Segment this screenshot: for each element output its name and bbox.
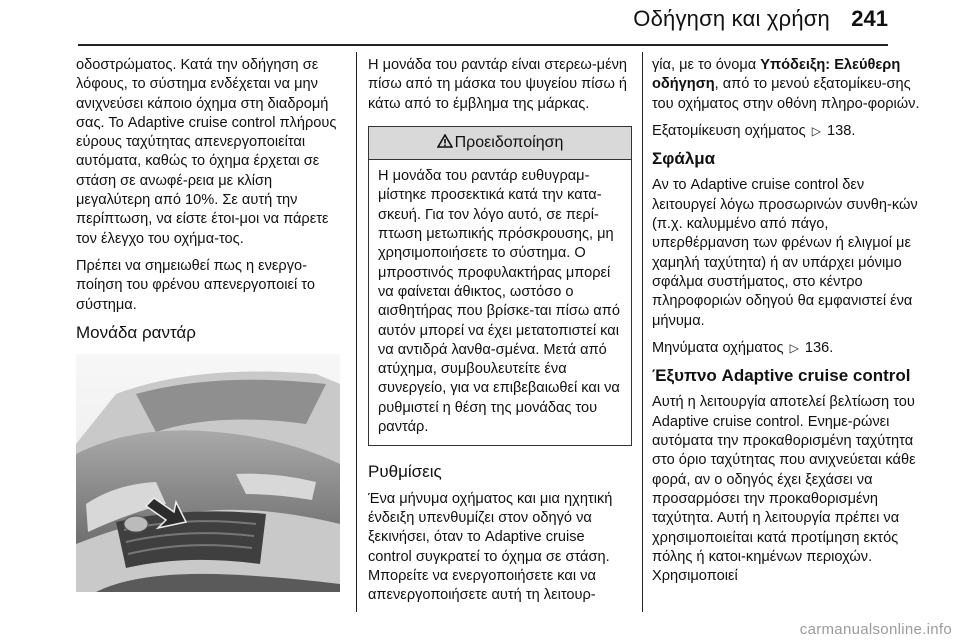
warning-triangle-icon xyxy=(437,134,453,148)
page-reference-icon: ▷ xyxy=(789,340,799,355)
column-left xyxy=(76,56,344,592)
paragraph: Πρέπει να σημειωθεί πως η ενεργο-ποίηση του φρένου απενεργοποιεί το σύστημα. xyxy=(76,257,315,313)
section-heading-smart-acc: Έξυπνο Adaptive cruise control xyxy=(652,366,911,386)
paragraph: οδοστρώματος. Κατά την οδήγηση σε λόφους, το σύστημα ενδέχεται να μην ανιχνεύσει κάποιο όχημα στη διαδρομή σας. Το Adaptive cruise control πλήρους εύρους ταχύτητας απενεργοποιείται αυτόματα, καθώς το όχημα έρχεται σε στάση σε ανωφέ-ρεια με κλίση μεγαλύτερη από 10%. Σε αυτή την περίπτωση, να είστε έτοι-μοι να πάρετε τον έλεγχο του οχήμα-τος. xyxy=(76,57,337,247)
column-divider xyxy=(356,52,357,612)
text-run: γία, με το όνομα xyxy=(652,57,761,73)
watermark: carmanualsonline.info xyxy=(799,621,952,638)
header-divider xyxy=(78,44,888,46)
cross-reference[interactable] xyxy=(652,339,928,358)
reference-text: Εξατομίκευση οχήματος xyxy=(652,122,806,139)
menu-option-name: Υπόδειξη: Ελεύθερη οδήγηση xyxy=(652,57,901,93)
warning-box xyxy=(368,126,632,446)
paragraph: Αυτή η λειτουργία αποτελεί βελτίωση του Adaptive cruise control. Ενημε-ρώνει αυτόματα την προκαθορισμένη ταχύτητα στο όριο ταχύτητας που ανιχνεύεται κάθε φορά, αν ο οδηγός έχει ξεχάσει να προσαρμόσει την προκαθορισμένη ταχύτητα. Αυτή η λειτουργία πρέπει να χρησιμοποιείται κατά προτίμηση εκτός πόλης ή κατοι-κημένων περιοχών. Χρησιμοποιεί xyxy=(652,394,916,585)
car-front-svg xyxy=(76,354,340,592)
page-header-title: Οδήγηση και χρήση xyxy=(633,6,830,31)
paragraph: Η μονάδα του ραντάρ είναι στερεω-μένη πίσω από τη μάσκα του ψυγείου πίσω ή κάτω από το έμβλημα της μάρκας. xyxy=(368,57,628,112)
text-run: , από το μενού εξατομίκευ-σης του οχήματος στην οθόνη πληρο-φοριών. xyxy=(652,76,920,112)
column-divider xyxy=(642,52,643,612)
column-middle xyxy=(368,56,632,613)
reference-page: 138. xyxy=(827,122,856,139)
warning-header xyxy=(369,127,631,160)
cross-reference[interactable] xyxy=(652,122,928,141)
section-heading-settings: Ρυθμίσεις xyxy=(368,462,442,482)
column-right xyxy=(652,56,928,594)
page-number: 241 xyxy=(851,6,888,31)
page-reference-icon: ▷ xyxy=(811,123,821,138)
reference-page: 136. xyxy=(804,339,834,356)
paragraph: Αν το Adaptive cruise control δεν λειτουργεί λόγω προσωρινών συνθη-κών (π.χ. καλυμμένο από πάγο, υπερθέρμανση των φρένων ή ελιγμοί με χαμηλή ταχύτητα) ή αν υπάρχει μόνιμο σφάλμα συστήματος, στο κέντρο πληροφοριών οδηγού θα εμφανιστεί ένα μήνυμα. xyxy=(652,177,918,329)
section-heading-fault: Σφάλμα xyxy=(652,149,716,169)
warning-title: Προειδοποίηση xyxy=(454,133,564,151)
paragraph xyxy=(652,56,928,114)
reference-text: Μηνύματα οχήματος xyxy=(652,339,784,356)
section-heading-radar-unit: Μονάδα ραντάρ xyxy=(76,322,196,342)
warning-body: Η μονάδα του ραντάρ ευθυγραμ-μίστηκε προσεκτικά κατά την κατα-σκευή. Για τον λόγο αυτό, σε περί-πτωση μετωπικής πρόσκρουσης, μη χρησιμοποιήσετε το σύστημα. Ο μπροστινός προφυλακτήρας μπορεί να φαίνεται άθικτος, ωστόσο ο αισθητήρας που βρίσκε-ται πίσω από αυτόν μπορεί να έχει μετατοπιστεί και να αντιδρά λανθα-σμένα. Μετά από ατύχημα, συμβουλευτείτε ένα συνεργείο, για να επιβεβαιωθεί και να ρυθμιστεί η θέση της μονάδας του ραντάρ. xyxy=(378,168,620,436)
paragraph: Ένα μήνυμα οχήματος και μια ηχητική ένδειξη υπενθυμίζει στον οδηγό να ξεκινήσει, όταν το Adaptive cruise control συγκρατεί το όχημα σε στάση. Μπορείτε να ενεργοποιήσετε και να απενεργοποιήσετε αυτή τη λειτουρ- xyxy=(368,490,613,604)
car-radar-illustration xyxy=(76,354,340,592)
